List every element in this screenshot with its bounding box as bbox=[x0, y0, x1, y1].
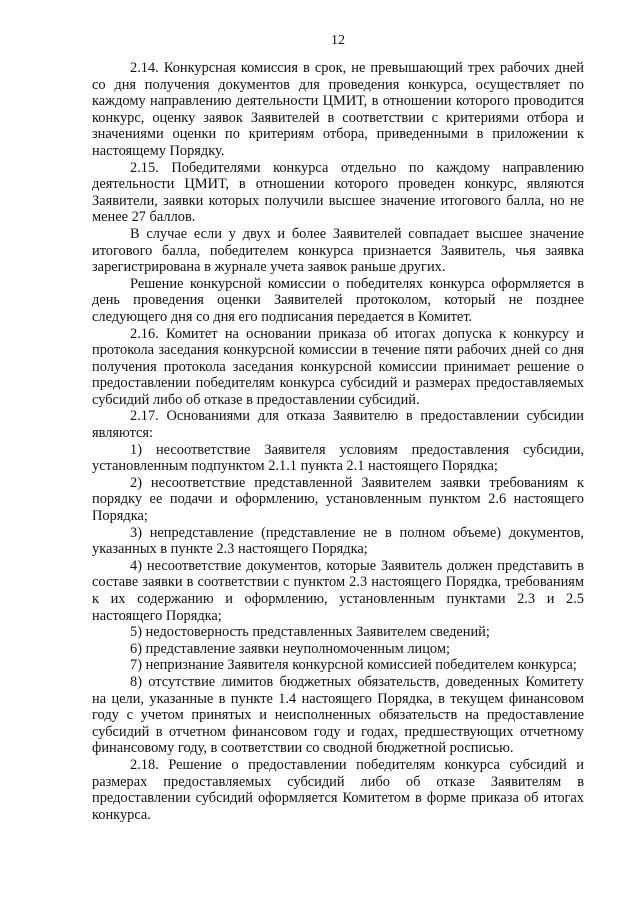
list-item-5: 5) недостоверность представленных Заявителем сведений; bbox=[130, 624, 490, 641]
paragraph-2-16: 2.16. Комитет на основании приказа об итогах допуска к конкурсу и протокола заседания конкурсной комиссии в течение пяти рабочих дней со дня получения протокола заседания конкурсной комиссии принимает решение о предоставлении победителям конкурса субсидий и размерах предоставляемых субсидий либо об отказе в предоставлении субсидий. bbox=[92, 325, 584, 408]
list-item-6: 6) представление заявки неуполномоченным лицом; bbox=[130, 640, 450, 657]
list-item-3: 3) непредставление (представление не в полном объеме) документов, указанных в пункте 2.3 настоящего Порядка; bbox=[92, 524, 584, 558]
page-number: 12 bbox=[331, 33, 345, 48]
paragraph-2-15: 2.15. Победителями конкурса отдельно по каждому направлению деятельности ЦМИТ, в отношении которого проведен конкурс, являются Заявители, заявки которых получили высшее значение итогового балла, но не менее 27 баллов. bbox=[92, 159, 584, 226]
paragraph-tie-rule: В случае если у двух и более Заявителей совпадает высшее значение итогового балла, победителем конкурса признается Заявитель, чья заявка зарегистрирована в журнале учета заявок раньше других. bbox=[92, 225, 584, 276]
paragraph-commission-decision: Решение конкурсной комиссии о победителях конкурса оформляется в день проведения оценки Заявителей протоколом, который не позднее следующего дня со дня его подписания передается в Комитет. bbox=[92, 275, 584, 325]
paragraph-2-14: 2.14. Конкурсная комиссия в срок, не превышающий трех рабочих дней со дня получения документов для проведения конкурса, осуществляет по каждому направлению деятельности ЦМИТ, в отношении которого проводится конкурс, оценку заявок Заявителей в соответствии с критериями отбора и значениями оценки по критериям отбора, приведенными в приложении к настоящему Порядку. bbox=[92, 60, 584, 159]
paragraph-2-17: 2.17. Основаниями для отказа Заявителю в предоставлении субсидии являются: bbox=[92, 408, 584, 442]
list-item-4: 4) несоответствие документов, которые Заявитель должен представить в составе заявки в соответствии с пунктом 2.3 настоящего Порядка, требованиям к их содержанию и оформлению, установленным пунктами 2.3 и 2.5 настоящего Порядка; bbox=[92, 557, 584, 624]
list-item-2: 2) несоответствие представленной Заявителем заявки требованиям к порядку ее подачи и оформлению, установленным пунктом 2.6 настоящего Порядка; bbox=[92, 474, 584, 525]
list-item-1: 1) несоответствие Заявителя условиям предоставления субсидии, установленным подпунктом 2.1.1 пункта 2.1 настоящего Порядка; bbox=[92, 441, 584, 475]
list-item-8: 8) отсутствие лимитов бюджетных обязательств, доведенных Комитету на цели, указанные в пункте 1.4 настоящего Порядка, в текущем финансовом году с учетом принятых и неисполненных обязательств на предоставление субсидий в отчетном финансовом году и годах, предшествующих отчетному финансовому году, в соответствии со сводной бюджетной росписью. bbox=[92, 673, 584, 757]
list-item-7: 7) непризнание Заявителя конкурсной комиссией победителем конкурса; bbox=[130, 657, 577, 674]
paragraph-2-18: 2.18. Решение о предоставлении победителям конкурса субсидий и размерах предоставляемых субсидий либо об отказе Заявителям в предоставлении субсидий оформляется Комитетом в форме приказа об итогах конкурса. bbox=[92, 756, 584, 823]
